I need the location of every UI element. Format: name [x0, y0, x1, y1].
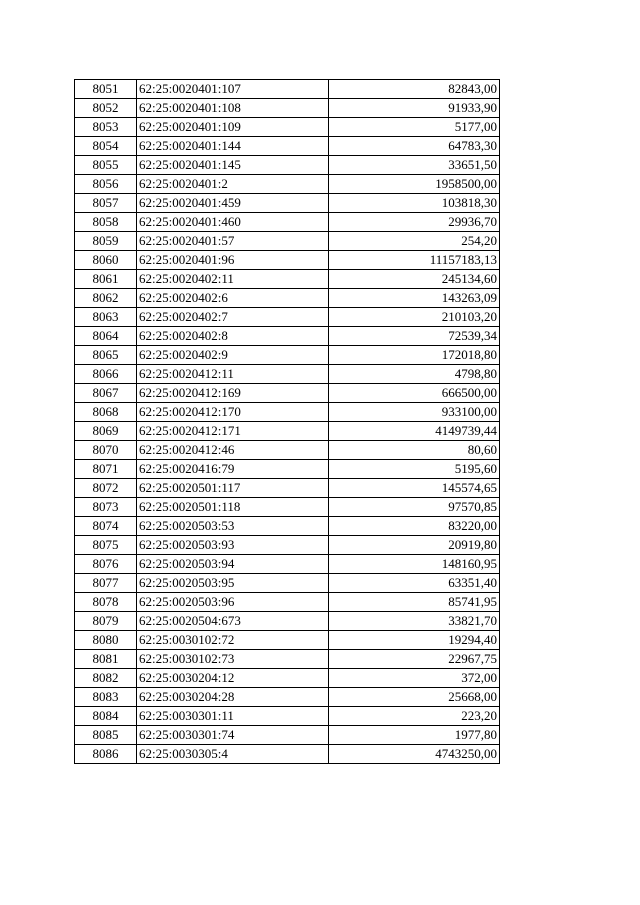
value-cell: 172018,80 — [329, 346, 500, 365]
value-cell: 64783,30 — [329, 137, 500, 156]
table-row — [75, 384, 500, 403]
row-number-cell: 8054 — [75, 137, 137, 156]
row-number-cell: 8067 — [75, 384, 137, 403]
cadastral-number-cell: 62:25:0020402:9 — [137, 346, 329, 365]
value-cell: 11157183,13 — [329, 251, 500, 270]
value-cell: 91933,90 — [329, 99, 500, 118]
value-cell: 210103,20 — [329, 308, 500, 327]
value-cell: 97570,85 — [329, 498, 500, 517]
row-number-cell: 8060 — [75, 251, 137, 270]
row-number-cell: 8079 — [75, 612, 137, 631]
table-row — [75, 669, 500, 688]
table-row — [75, 460, 500, 479]
table-row — [75, 99, 500, 118]
table-row — [75, 251, 500, 270]
value-cell: 372,00 — [329, 669, 500, 688]
cadastral-number-cell: 62:25:0020504:673 — [137, 612, 329, 631]
value-cell: 254,20 — [329, 232, 500, 251]
table-row — [75, 156, 500, 175]
row-number-cell: 8059 — [75, 232, 137, 251]
row-number-cell: 8065 — [75, 346, 137, 365]
row-number-cell: 8082 — [75, 669, 137, 688]
table-body — [75, 80, 500, 764]
value-cell: 666500,00 — [329, 384, 500, 403]
table-row — [75, 346, 500, 365]
table-row — [75, 213, 500, 232]
row-number-cell: 8058 — [75, 213, 137, 232]
table-row — [75, 650, 500, 669]
table-row — [75, 137, 500, 156]
table-row — [75, 631, 500, 650]
table-row — [75, 441, 500, 460]
value-cell: 145574,65 — [329, 479, 500, 498]
row-number-cell: 8081 — [75, 650, 137, 669]
cadastral-number-cell: 62:25:0030301:74 — [137, 726, 329, 745]
row-number-cell: 8077 — [75, 574, 137, 593]
value-cell: 85741,95 — [329, 593, 500, 612]
cadastral-number-cell: 62:25:0030305:4 — [137, 745, 329, 764]
value-cell: 245134,60 — [329, 270, 500, 289]
table-row — [75, 365, 500, 384]
value-cell: 82843,00 — [329, 80, 500, 99]
row-number-cell: 8084 — [75, 707, 137, 726]
cadastral-number-cell: 62:25:0030301:11 — [137, 707, 329, 726]
row-number-cell: 8051 — [75, 80, 137, 99]
row-number-cell: 8072 — [75, 479, 137, 498]
cadastral-number-cell: 62:25:0020402:6 — [137, 289, 329, 308]
value-cell: 19294,40 — [329, 631, 500, 650]
table-row — [75, 80, 500, 99]
table-row — [75, 327, 500, 346]
value-cell: 33821,70 — [329, 612, 500, 631]
cadastral-number-cell: 62:25:0020503:95 — [137, 574, 329, 593]
value-cell: 25668,00 — [329, 688, 500, 707]
cadastral-number-cell: 62:25:0020503:53 — [137, 517, 329, 536]
value-cell: 143263,09 — [329, 289, 500, 308]
cadastral-number-cell: 62:25:0020401:144 — [137, 137, 329, 156]
cadastral-number-cell: 62:25:0020402:11 — [137, 270, 329, 289]
cadastral-number-cell: 62:25:0020401:96 — [137, 251, 329, 270]
cadastral-number-cell: 62:25:0030102:72 — [137, 631, 329, 650]
row-number-cell: 8071 — [75, 460, 137, 479]
table-row — [75, 574, 500, 593]
cadastral-number-cell: 62:25:0030204:28 — [137, 688, 329, 707]
table-row — [75, 612, 500, 631]
row-number-cell: 8068 — [75, 403, 137, 422]
table-row — [75, 175, 500, 194]
cadastral-number-cell: 62:25:0020503:96 — [137, 593, 329, 612]
table-row — [75, 479, 500, 498]
cadastral-number-cell: 62:25:0020402:7 — [137, 308, 329, 327]
value-cell: 103818,30 — [329, 194, 500, 213]
row-number-cell: 8070 — [75, 441, 137, 460]
value-cell: 29936,70 — [329, 213, 500, 232]
row-number-cell: 8078 — [75, 593, 137, 612]
cadastral-number-cell: 62:25:0020503:94 — [137, 555, 329, 574]
cadastral-number-cell: 62:25:0020503:93 — [137, 536, 329, 555]
cadastral-number-cell: 62:25:0020401:145 — [137, 156, 329, 175]
cadastral-number-cell: 62:25:0020412:170 — [137, 403, 329, 422]
table-row — [75, 726, 500, 745]
cadastral-number-cell: 62:25:0020501:117 — [137, 479, 329, 498]
value-cell: 933100,00 — [329, 403, 500, 422]
table-row — [75, 118, 500, 137]
cadastral-number-cell: 62:25:0020402:8 — [137, 327, 329, 346]
cadastral-number-cell: 62:25:0020412:46 — [137, 441, 329, 460]
table-row — [75, 745, 500, 764]
table-row — [75, 270, 500, 289]
table-row — [75, 707, 500, 726]
cadastral-number-cell: 62:25:0020401:459 — [137, 194, 329, 213]
table-row — [75, 498, 500, 517]
value-cell: 63351,40 — [329, 574, 500, 593]
cadastral-number-cell: 62:25:0020401:460 — [137, 213, 329, 232]
row-number-cell: 8062 — [75, 289, 137, 308]
table-row — [75, 232, 500, 251]
value-cell: 1977,80 — [329, 726, 500, 745]
cadastral-number-cell: 62:25:0020412:171 — [137, 422, 329, 441]
value-cell: 1958500,00 — [329, 175, 500, 194]
cadastral-number-cell: 62:25:0020412:11 — [137, 365, 329, 384]
table-row — [75, 593, 500, 612]
value-cell: 4149739,44 — [329, 422, 500, 441]
row-number-cell: 8075 — [75, 536, 137, 555]
value-cell: 5177,00 — [329, 118, 500, 137]
value-cell: 4743250,00 — [329, 745, 500, 764]
table-row — [75, 289, 500, 308]
row-number-cell: 8074 — [75, 517, 137, 536]
row-number-cell: 8061 — [75, 270, 137, 289]
row-number-cell: 8080 — [75, 631, 137, 650]
cadastral-number-cell: 62:25:0020416:79 — [137, 460, 329, 479]
value-cell: 4798,80 — [329, 365, 500, 384]
value-cell: 83220,00 — [329, 517, 500, 536]
table-row — [75, 517, 500, 536]
row-number-cell: 8063 — [75, 308, 137, 327]
row-number-cell: 8085 — [75, 726, 137, 745]
cadastral-number-cell: 62:25:0020401:109 — [137, 118, 329, 137]
table-row — [75, 688, 500, 707]
cadastral-number-cell: 62:25:0030204:12 — [137, 669, 329, 688]
value-cell: 80,60 — [329, 441, 500, 460]
row-number-cell: 8064 — [75, 327, 137, 346]
cadastral-number-cell: 62:25:0020501:118 — [137, 498, 329, 517]
row-number-cell: 8057 — [75, 194, 137, 213]
table-row — [75, 403, 500, 422]
row-number-cell: 8083 — [75, 688, 137, 707]
value-cell: 5195,60 — [329, 460, 500, 479]
row-number-cell: 8073 — [75, 498, 137, 517]
cadastral-number-cell: 62:25:0020401:107 — [137, 80, 329, 99]
cadastral-number-cell: 62:25:0030102:73 — [137, 650, 329, 669]
cadastral-value-table — [74, 79, 500, 764]
value-cell: 33651,50 — [329, 156, 500, 175]
row-number-cell: 8052 — [75, 99, 137, 118]
value-cell: 22967,75 — [329, 650, 500, 669]
cadastral-number-cell: 62:25:0020401:2 — [137, 175, 329, 194]
table-row — [75, 194, 500, 213]
value-cell: 72539,34 — [329, 327, 500, 346]
row-number-cell: 8053 — [75, 118, 137, 137]
table-row — [75, 555, 500, 574]
value-cell: 148160,95 — [329, 555, 500, 574]
row-number-cell: 8055 — [75, 156, 137, 175]
table-row — [75, 308, 500, 327]
row-number-cell: 8066 — [75, 365, 137, 384]
cadastral-number-cell: 62:25:0020401:57 — [137, 232, 329, 251]
cadastral-number-cell: 62:25:0020412:169 — [137, 384, 329, 403]
value-cell: 223,20 — [329, 707, 500, 726]
cadastral-number-cell: 62:25:0020401:108 — [137, 99, 329, 118]
table-row — [75, 422, 500, 441]
row-number-cell: 8069 — [75, 422, 137, 441]
table-row — [75, 536, 500, 555]
value-cell: 20919,80 — [329, 536, 500, 555]
row-number-cell: 8076 — [75, 555, 137, 574]
row-number-cell: 8086 — [75, 745, 137, 764]
row-number-cell: 8056 — [75, 175, 137, 194]
